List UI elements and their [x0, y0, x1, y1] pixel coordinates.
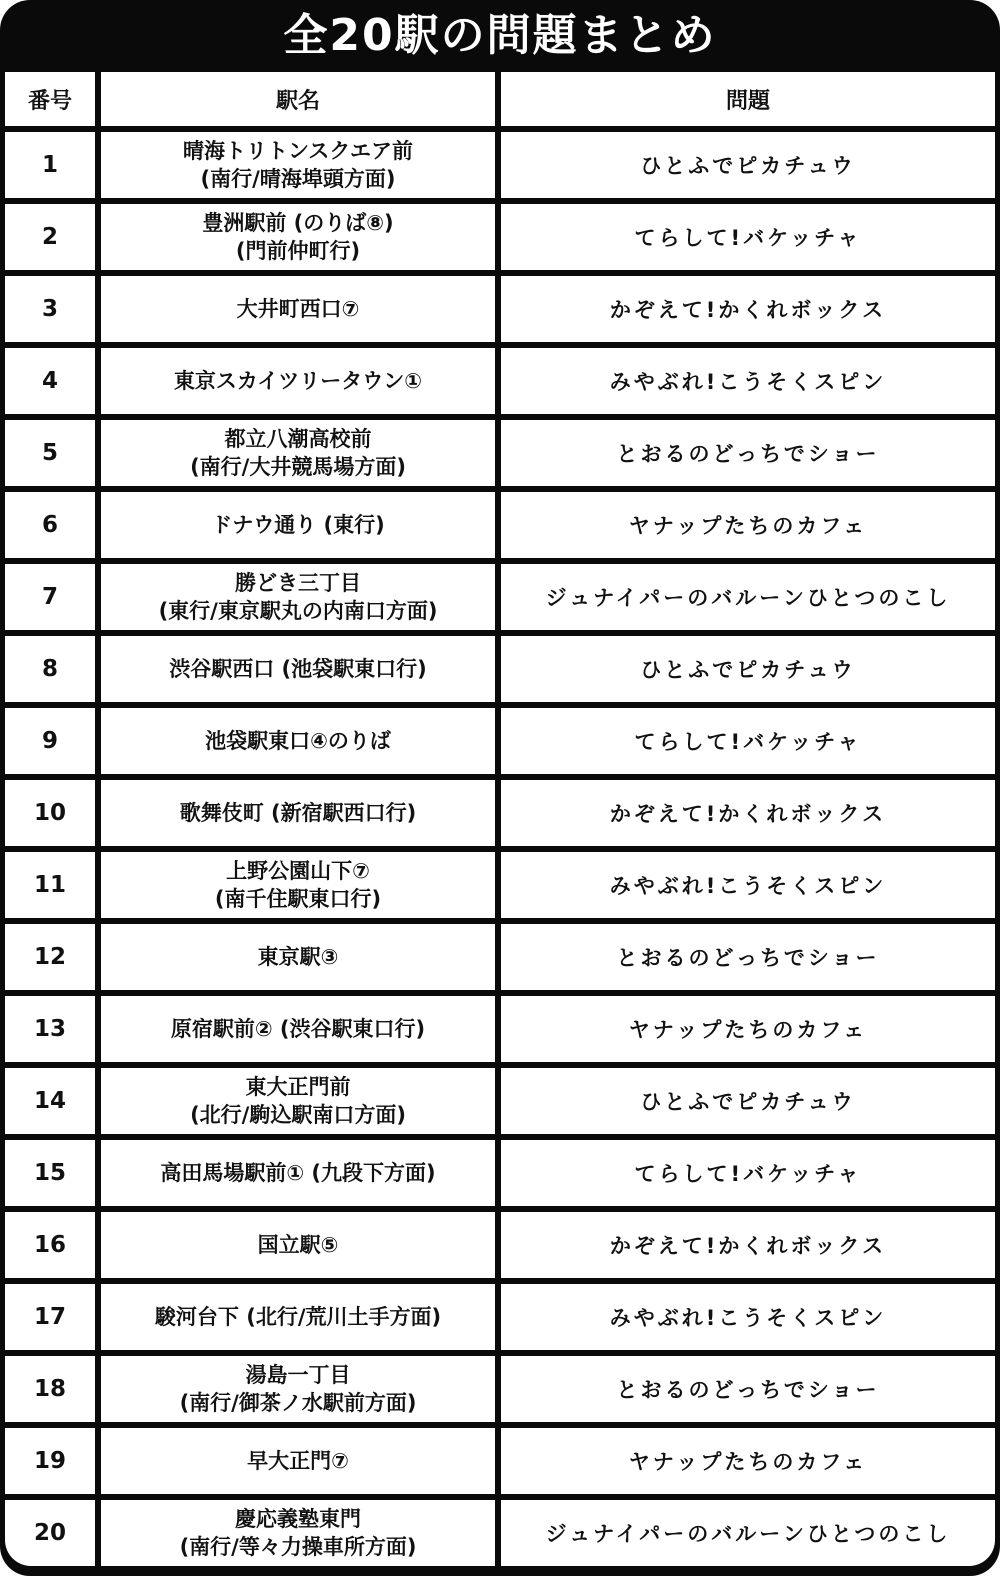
row-number: 11	[5, 852, 95, 918]
row-station-name: 池袋駅東口④のりば	[101, 708, 495, 774]
row-number: 15	[5, 1140, 95, 1206]
row-station-name: 東京駅③	[101, 924, 495, 990]
row-problem-name: てらして!バケッチャ	[501, 1140, 995, 1206]
row-station-name: 高田馬場駅前① (九段下方面)	[101, 1140, 495, 1206]
row-number: 9	[5, 708, 95, 774]
row-station-name: 渋谷駅西口 (池袋駅東口行)	[101, 636, 495, 702]
row-problem-name: かぞえて!かくれボックス	[501, 780, 995, 846]
row-station-name: 都立八潮高校前 (南行/大井競馬場方面)	[101, 420, 495, 486]
row-station-name: 湯島一丁目 (南行/御茶ノ水駅前方面)	[101, 1356, 495, 1422]
page-title: 全20駅の問題まとめ	[283, 10, 717, 61]
row-station-name: 駿河台下 (北行/荒川土手方面)	[101, 1284, 495, 1350]
row-station-name: 東大正門前 (北行/駒込駅南口方面)	[101, 1068, 495, 1134]
row-number: 5	[5, 420, 95, 486]
row-station-name: 慶応義塾東門 (南行/等々力操車所方面)	[101, 1500, 495, 1566]
row-station-name: 早大正門⑦	[101, 1428, 495, 1494]
row-number: 17	[5, 1284, 95, 1350]
header-number: 番号	[5, 72, 95, 126]
row-problem-name: みやぶれ!こうそくスピン	[501, 852, 995, 918]
station-problem-table	[5, 72, 995, 1566]
row-problem-name: ヤナップたちのカフェ	[501, 1428, 995, 1494]
row-number: 14	[5, 1068, 95, 1134]
row-number: 10	[5, 780, 95, 846]
row-station-name: 原宿駅前② (渋谷駅東口行)	[101, 996, 495, 1062]
row-station-name: 豊洲駅前 (のりば⑧) (門前仲町行)	[101, 204, 495, 270]
row-number: 4	[5, 348, 95, 414]
row-problem-name: かぞえて!かくれボックス	[501, 276, 995, 342]
row-problem-name: てらして!バケッチャ	[501, 708, 995, 774]
row-station-name: ドナウ通り (東行)	[101, 492, 495, 558]
row-number: 18	[5, 1356, 95, 1422]
row-number: 3	[5, 276, 95, 342]
row-problem-name: ヤナップたちのカフェ	[501, 492, 995, 558]
row-number: 19	[5, 1428, 95, 1494]
row-station-name: 上野公園山下⑦ (南千住駅東口行)	[101, 852, 495, 918]
row-number: 2	[5, 204, 95, 270]
row-number: 8	[5, 636, 95, 702]
row-station-name: 大井町西口⑦	[101, 276, 495, 342]
row-problem-name: とおるのどっちでショー	[501, 1356, 995, 1422]
row-number: 1	[5, 132, 95, 198]
row-problem-name: ひとふでピカチュウ	[501, 636, 995, 702]
row-station-name: 歌舞伎町 (新宿駅西口行)	[101, 780, 495, 846]
row-number: 7	[5, 564, 95, 630]
row-problem-name: とおるのどっちでショー	[501, 420, 995, 486]
row-problem-name: ヤナップたちのカフェ	[501, 996, 995, 1062]
row-station-name: 国立駅⑤	[101, 1212, 495, 1278]
row-number: 12	[5, 924, 95, 990]
row-number: 13	[5, 996, 95, 1062]
row-problem-name: ジュナイパーのバルーンひとつのこし	[501, 564, 995, 630]
row-number: 16	[5, 1212, 95, 1278]
row-problem-name: ジュナイパーのバルーンひとつのこし	[501, 1500, 995, 1566]
row-problem-name: かぞえて!かくれボックス	[501, 1212, 995, 1278]
row-problem-name: とおるのどっちでショー	[501, 924, 995, 990]
row-problem-name: みやぶれ!こうそくスピン	[501, 348, 995, 414]
row-problem-name: みやぶれ!こうそくスピン	[501, 1284, 995, 1350]
row-problem-name: てらして!バケッチャ	[501, 204, 995, 270]
row-station-name: 勝どき三丁目 (東行/東京駅丸の内南口方面)	[101, 564, 495, 630]
row-problem-name: ひとふでピカチュウ	[501, 132, 995, 198]
header-station: 駅名	[101, 72, 495, 126]
row-station-name: 晴海トリトンスクエア前 (南行/晴海埠頭方面)	[101, 132, 495, 198]
row-station-name: 東京スカイツリータウン①	[101, 348, 495, 414]
row-number: 20	[5, 1500, 95, 1566]
row-problem-name: ひとふでピカチュウ	[501, 1068, 995, 1134]
row-number: 6	[5, 492, 95, 558]
header-problem: 問題	[501, 72, 995, 126]
